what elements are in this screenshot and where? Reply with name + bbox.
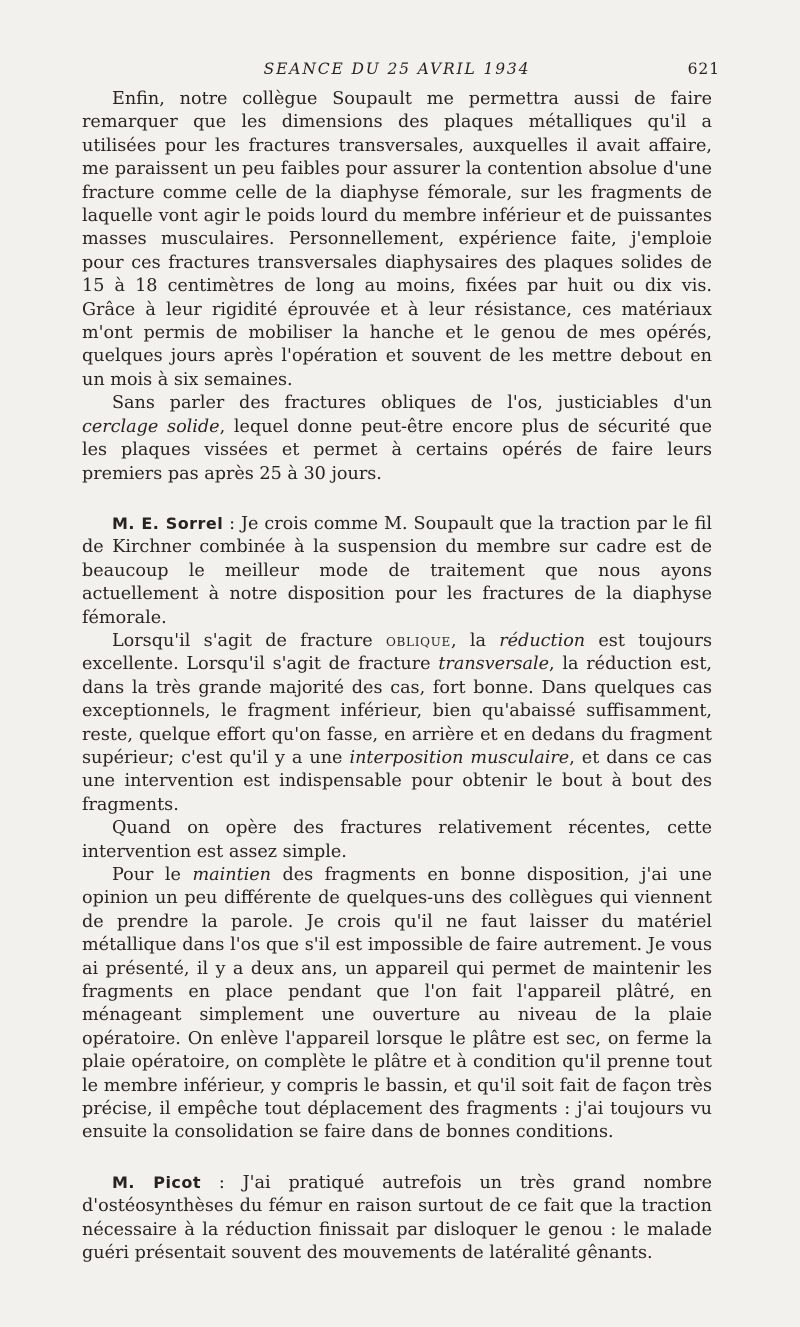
paragraph-plates-dimensions: Enfin, notre collègue Soupault me permettra aussi de faire remarquer que les dimensions des plaques métalliques qu'il a utilisées pour les fractures transversales, auxquelles il avait affaire, me paraissent un peu faibles pour assurer la contention absolue d'une fracture comme celle de la diaphyse fémorale, sur les fragments de laquelle vont agir le poids lourd du membre inférieur et de puissantes masses musculaires. Personnellement, expérience faite, j'emploie pour ces fractures transversales diaphysaires des plaques solides de 15 à 18 centimètres de long au moins, fixées par huit ou dix vis. Grâce à leur rigidité éprouvée et à leur résistance, ces matériaux m'ont permis de mobiliser la hanche et le genou de mes opérés, quelques jours après l'opération et souvent de les mettre debout en un mois à six semaines. bbox=[82, 89, 712, 390]
text-run: , la bbox=[450, 630, 500, 651]
text-run: : J'ai pratiqué autrefois un très grand nombre d'ostéosynthèses du fémur en raison surtout de ce fait que la traction nécessaire à la réduction finissait par disloquer le genou : le malade guéri présentait souvent des mouvements de latéralité gênants. bbox=[82, 1172, 712, 1264]
emphasis-reduction: réduction bbox=[499, 630, 586, 651]
text-run: , et dans ce cas une intervention est indispensable pour obtenir le bout à bout des fragments. bbox=[82, 747, 712, 815]
text-run: , lequel donne peut-être encore plus de sécurité que les plaques vissées et permet à certains opérés de faire leurs premiers pas après 25 à 30 jours. bbox=[82, 416, 712, 484]
emphasis-cerclage: cerclage solide bbox=[82, 416, 220, 437]
text-run: est toujours excellente. Lorsqu'il s'agit de fracture bbox=[82, 630, 712, 675]
speaker-picot: M. Picot bbox=[112, 1172, 201, 1192]
emphasis-transversale: transversale bbox=[438, 654, 550, 675]
text-run: Sans parler des fractures obliques de l'os, justiciables d'un bbox=[112, 393, 712, 414]
text-run: des fragments en bonne disposition, j'ai une opinion un peu différente de quelques-uns des collègues qui viennent de prendre la parole. Je crois qu'il ne faut laisser du matériel métallique dans l'os que s'il est impossible de faire autrement. Je vous ai présenté, il y a deux ans, un appareil qui permet de maintenir les fragments en place pendant que l'on fait l'appareil plâtré, en ménageant simplement une ouverture au niveau de la plaie opératoire. On enlève l'appareil lorsque le plâtre est sec, on ferme la plaie opératoire, on complète le plâtre et à condition qu'il prenne tout le membre inférieur, y compris le bassin, et qu'il soit fait de façon très précise, il empêche tout déplacement des fragments : j'ai toujours vu ensuite la consolidation se faire dans de bonnes conditions. bbox=[82, 865, 712, 1143]
emphasis-maintien: maintien bbox=[192, 865, 272, 885]
speaker-sorrel: M. E. Sorrel bbox=[112, 513, 224, 533]
paragraph-picot bbox=[82, 1171, 712, 1266]
page-number: 621 bbox=[687, 60, 720, 78]
text-run: Lorsqu'il s'agit de fracture bbox=[112, 630, 386, 651]
text-run: , la réduction est, dans la très grande majorité des cas, fort bonne. Dans quelques cas exceptionnels, le fragment inférieur, bien qu'abaissé suffisamment, reste, quelque effort qu'on fasse, en arrière et en dedans du fragment supérieur; c'est qu'il y a une bbox=[82, 654, 712, 768]
text-run: Pour le bbox=[112, 865, 193, 885]
paragraph-recent-fractures: Quand on opère des fractures relativement récentes, cette intervention est assez simple. bbox=[82, 818, 712, 862]
session-title: SEANCE DU 25 AVRIL 1934 bbox=[263, 60, 531, 78]
paragraph-sorrel-intro bbox=[82, 512, 712, 630]
text-run: : Je crois comme M. Soupault que la traction par le fil de Kirchner combinée à la suspension du membre sur cadre est de beaucoup le meilleur mode de traitement que nous ayons actuellement à notre disposition pour les fractures de la diaphyse fémorale. bbox=[82, 513, 712, 628]
emphasis-interposition: interposition musculaire bbox=[349, 747, 570, 768]
paragraph-maintien bbox=[82, 864, 712, 1145]
small-caps-oblique: oblique bbox=[385, 630, 451, 651]
paragraph-reduction bbox=[82, 630, 712, 817]
running-header bbox=[82, 60, 720, 80]
document-page bbox=[0, 60, 800, 1327]
paragraph-oblique-fractures bbox=[82, 392, 712, 486]
